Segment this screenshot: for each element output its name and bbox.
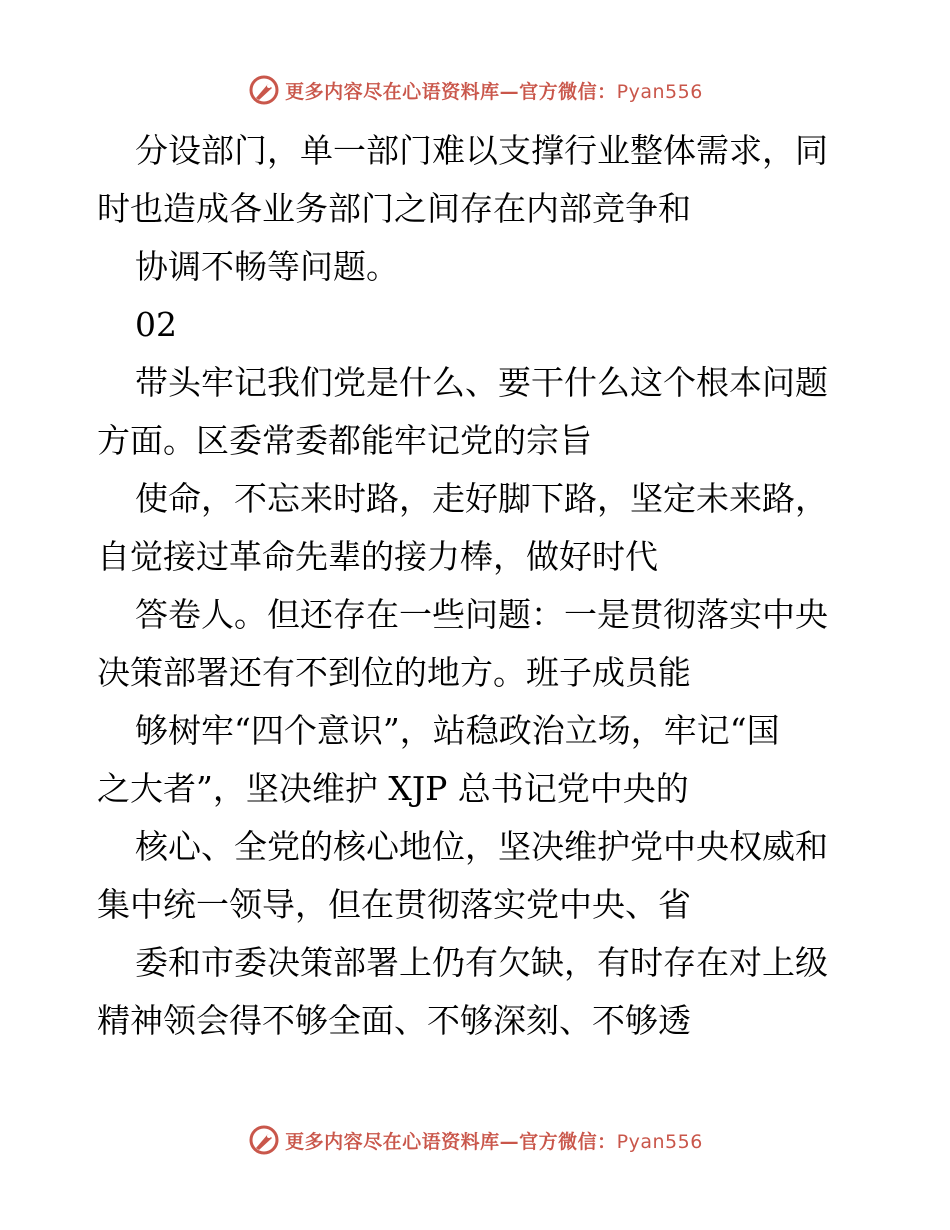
text-line: 方面。区委常委都能牢记党的宗旨 [97,421,592,460]
pen-nib-logo-icon [247,1123,281,1157]
pen-nib-logo-icon [247,73,281,107]
text-line: 分设部门，单一部门难以支撑行业整体需求，同 [135,131,828,170]
text-line: 够树牢“四个意识”，站稳政治立场，牢记“国 [135,711,780,750]
watermark-text [285,77,703,104]
text-line: 集中统一领导，但在贯彻落实党中央、省 [97,885,691,924]
text-line: 之大者”，坚决维护 XJP 总书记党中央的 [97,769,689,808]
document-body [97,122,857,1050]
text-line: 自觉接过革命先辈的接力棒，做好时代 [97,537,658,576]
text-line: 核心、全党的核心地位，坚决维护党中央权威和 [135,827,828,866]
text-line: 时也造成各业务部门之间存在内部竞争和 [97,189,691,228]
text-line: 带头牢记我们党是什么、要干什么这个根本问题 [135,363,828,402]
text-line: 答卷人。但还存在一些问题：一是贯彻落实中央 [135,595,828,634]
watermark-main-text: 更多内容尽在心语资料库—官方微信： [285,80,617,103]
footer-watermark [0,1120,950,1160]
text-line: 委和市委决策部署上仍有欠缺，有时存在对上级 [135,943,828,982]
text-line: 精神领会得不够全面、不够深刻、不够透 [97,1001,691,1040]
text-line: 决策部署还有不到位的地方。班子成员能 [97,653,691,692]
watermark-text [285,1127,703,1154]
watermark-handle: Pyan556 [616,80,703,103]
watermark-main-text: 更多内容尽在心语资料库—官方微信： [285,1130,617,1153]
watermark-handle: Pyan556 [616,1130,703,1153]
section-number: 02 [135,305,177,344]
text-line: 使命，不忘来时路，走好脚下路，坚定未来路， [135,479,828,518]
header-watermark [0,70,950,110]
text-line: 协调不畅等问题。 [135,247,399,286]
